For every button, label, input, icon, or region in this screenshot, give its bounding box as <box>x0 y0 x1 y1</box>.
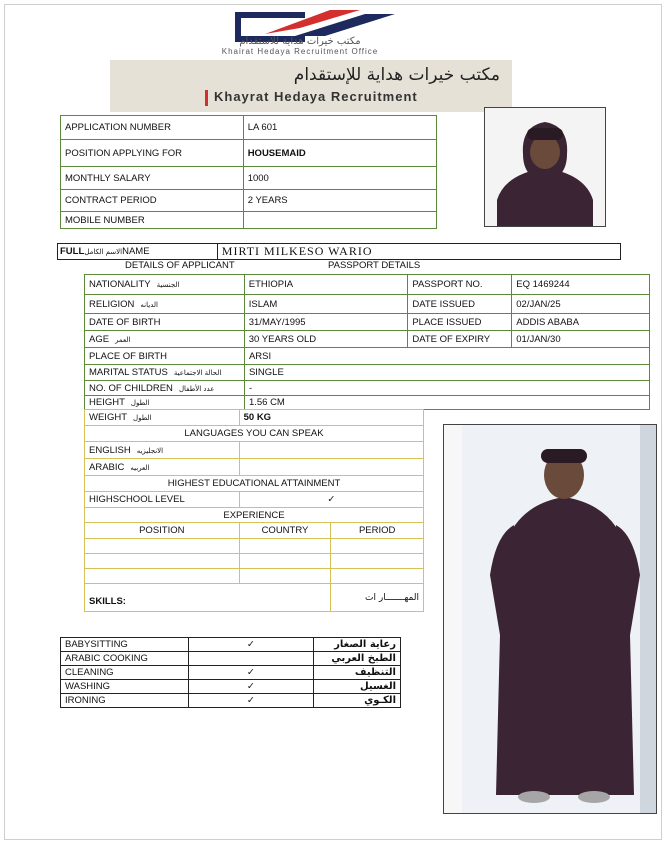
contract-value: 2 YEARS <box>243 190 436 212</box>
table-row <box>61 694 401 708</box>
english-label: ENGLISH الانجليزيه <box>85 442 240 459</box>
full-length-photo <box>443 424 657 814</box>
table-row <box>85 295 650 314</box>
table-row <box>85 584 424 612</box>
table-row <box>61 167 437 190</box>
education-title: HIGHEST EDUCATIONAL ATTAINMENT <box>85 476 424 492</box>
position-value: HOUSEMAID <box>243 140 436 167</box>
position-label: POSITION APPLYING FOR <box>61 140 244 167</box>
application-table <box>60 115 437 229</box>
table-row <box>85 569 424 584</box>
skills-arabic-title: المهـــــــار ات <box>331 584 424 612</box>
arabic-label: ARABIC العربيه <box>85 459 240 476</box>
banner-english-title: Khayrat Hedaya Recruitment <box>214 89 418 104</box>
passport-no-label: PASSPORT NO. <box>408 275 512 295</box>
details-of-applicant-title: DETAILS OF APPLICANT <box>125 260 235 271</box>
table-row <box>85 314 650 331</box>
salary-value: 1000 <box>243 167 436 190</box>
experience-country-header: COUNTRY <box>239 523 331 539</box>
table-row <box>61 190 437 212</box>
table-row <box>85 426 424 442</box>
table-row <box>61 116 437 140</box>
skill-arabic-cooking-arabic: الطبخ العربي <box>314 652 401 666</box>
skill-babysitting-arabic: رعاية الصغار <box>314 638 401 652</box>
skills-title: SKILLS: <box>85 584 331 612</box>
height-label: HEIGHT الطول <box>85 396 245 410</box>
full-label-en: FULL <box>60 246 85 257</box>
mobile-label: MOBILE NUMBER <box>61 212 244 229</box>
person-portrait-icon <box>485 108 605 226</box>
experience-period-header: PERIOD <box>331 523 424 539</box>
table-row <box>85 410 424 426</box>
place-issued-value: ADDIS ABABA <box>512 314 650 331</box>
experience-position-header: POSITION <box>85 523 240 539</box>
children-label: NO. OF CHILDREN عدد الأطفال <box>85 381 245 396</box>
personal-skills-table <box>84 409 424 612</box>
title-banner <box>110 60 512 112</box>
application-number-label: APPLICATION NUMBER <box>61 116 244 140</box>
dob-label: DATE OF BIRTH <box>85 314 245 331</box>
table-row <box>61 140 437 167</box>
table-row <box>61 638 401 652</box>
skill-washing-arabic: الغسيل <box>314 680 401 694</box>
table-row <box>58 244 621 260</box>
religion-value: ISLAM <box>244 295 408 314</box>
date-issued-value: 02/JAN/25 <box>512 295 650 314</box>
contract-label: CONTRACT PERIOD <box>61 190 244 212</box>
skill-cleaning-label: CLEANING <box>61 666 189 680</box>
weight-value: 50 KG <box>239 410 423 426</box>
full-label-ar: الاسم الكامل <box>84 248 123 256</box>
banner-arabic-title: مكتب خيرات هداية للإستقدام <box>293 65 500 85</box>
skill-ironing-arabic: الكـوي <box>314 694 401 708</box>
table-row <box>85 396 650 410</box>
name-label-en: NAME <box>122 246 150 257</box>
applicant-details-table <box>84 274 650 348</box>
passport-details-title: PASSPORT DETAILS <box>328 260 421 271</box>
table-row <box>85 275 650 295</box>
place-issued-label: PLACE ISSUED <box>408 314 512 331</box>
portrait-photo <box>484 107 606 227</box>
table-row <box>85 459 424 476</box>
banner-accent <box>205 90 208 106</box>
skill-washing-check: ✓ <box>188 680 313 694</box>
mobile-value <box>243 212 436 229</box>
application-number-value: LA 601 <box>243 116 436 140</box>
skill-ironing-label: IRONING <box>61 694 189 708</box>
experience-title: EXPERIENCE <box>85 508 424 523</box>
salary-label: MONTHLY SALARY <box>61 167 244 190</box>
logo-arabic-text: مكتب خيرات هداية للاستقدام <box>239 36 361 47</box>
table-row <box>85 508 424 523</box>
passport-no-value: EQ 1469244 <box>512 275 650 295</box>
dob-value: 31/MAY/1995 <box>244 314 408 331</box>
person-full-length-icon <box>444 425 656 813</box>
arabic-value <box>239 459 423 476</box>
company-logo <box>155 8 445 56</box>
skills-table <box>60 637 401 708</box>
logo-english-text: Khairat Hedaya Recruitment Office <box>221 47 379 56</box>
applicant-details-table-2 <box>84 347 650 410</box>
table-row <box>61 680 401 694</box>
skill-washing-label: WASHING <box>61 680 189 694</box>
table-row <box>85 348 650 365</box>
education-check: ✓ <box>239 492 423 508</box>
skill-cleaning-arabic: التنظيف <box>314 666 401 680</box>
english-value <box>239 442 423 459</box>
full-name-value: MIRTI MILKESO WARIO <box>217 244 620 260</box>
nationality-value: ETHIOPIA <box>244 275 408 295</box>
education-label: HIGHSCHOOL LEVEL <box>85 492 240 508</box>
age-value: 30 YEARS OLD <box>244 331 408 348</box>
table-row <box>85 381 650 396</box>
age-label: AGE العمر <box>85 331 245 348</box>
skill-babysitting-label: BABYSITTING <box>61 638 189 652</box>
skill-ironing-check: ✓ <box>188 694 313 708</box>
weight-label: WEIGHT الطول <box>85 410 240 426</box>
place-of-birth-value: ARSI <box>244 348 649 365</box>
place-of-birth-label: PLACE OF BIRTH <box>85 348 245 365</box>
table-row <box>85 492 424 508</box>
skill-babysitting-check: ✓ <box>188 638 313 652</box>
religion-label: RELIGION الديانه <box>85 295 245 314</box>
table-row <box>85 476 424 492</box>
table-row <box>61 652 401 666</box>
expiry-label: DATE OF EXPIRY <box>408 331 512 348</box>
expiry-value: 01/JAN/30 <box>512 331 650 348</box>
table-row <box>85 365 650 381</box>
table-row <box>85 523 424 539</box>
table-row <box>85 554 424 569</box>
skill-arabic-cooking-label: ARABIC COOKING <box>61 652 189 666</box>
full-name-table <box>57 243 621 260</box>
children-value: - <box>244 381 649 396</box>
table-row <box>85 539 424 554</box>
table-row <box>85 331 650 348</box>
languages-title: LANGUAGES YOU CAN SPEAK <box>85 426 424 442</box>
table-row <box>61 212 437 229</box>
nationality-label: NATIONALITY الجنسية <box>85 275 245 295</box>
skill-arabic-cooking-check <box>188 652 313 666</box>
table-row <box>61 666 401 680</box>
date-issued-label: DATE ISSUED <box>408 295 512 314</box>
marital-status-value: SINGLE <box>244 365 649 381</box>
table-row <box>85 442 424 459</box>
full-name-label <box>58 244 218 260</box>
height-value: 1.56 CM <box>244 396 649 410</box>
marital-status-label: MARITAL STATUS الحالة الاجتماعية <box>85 365 245 381</box>
skill-cleaning-check: ✓ <box>188 666 313 680</box>
